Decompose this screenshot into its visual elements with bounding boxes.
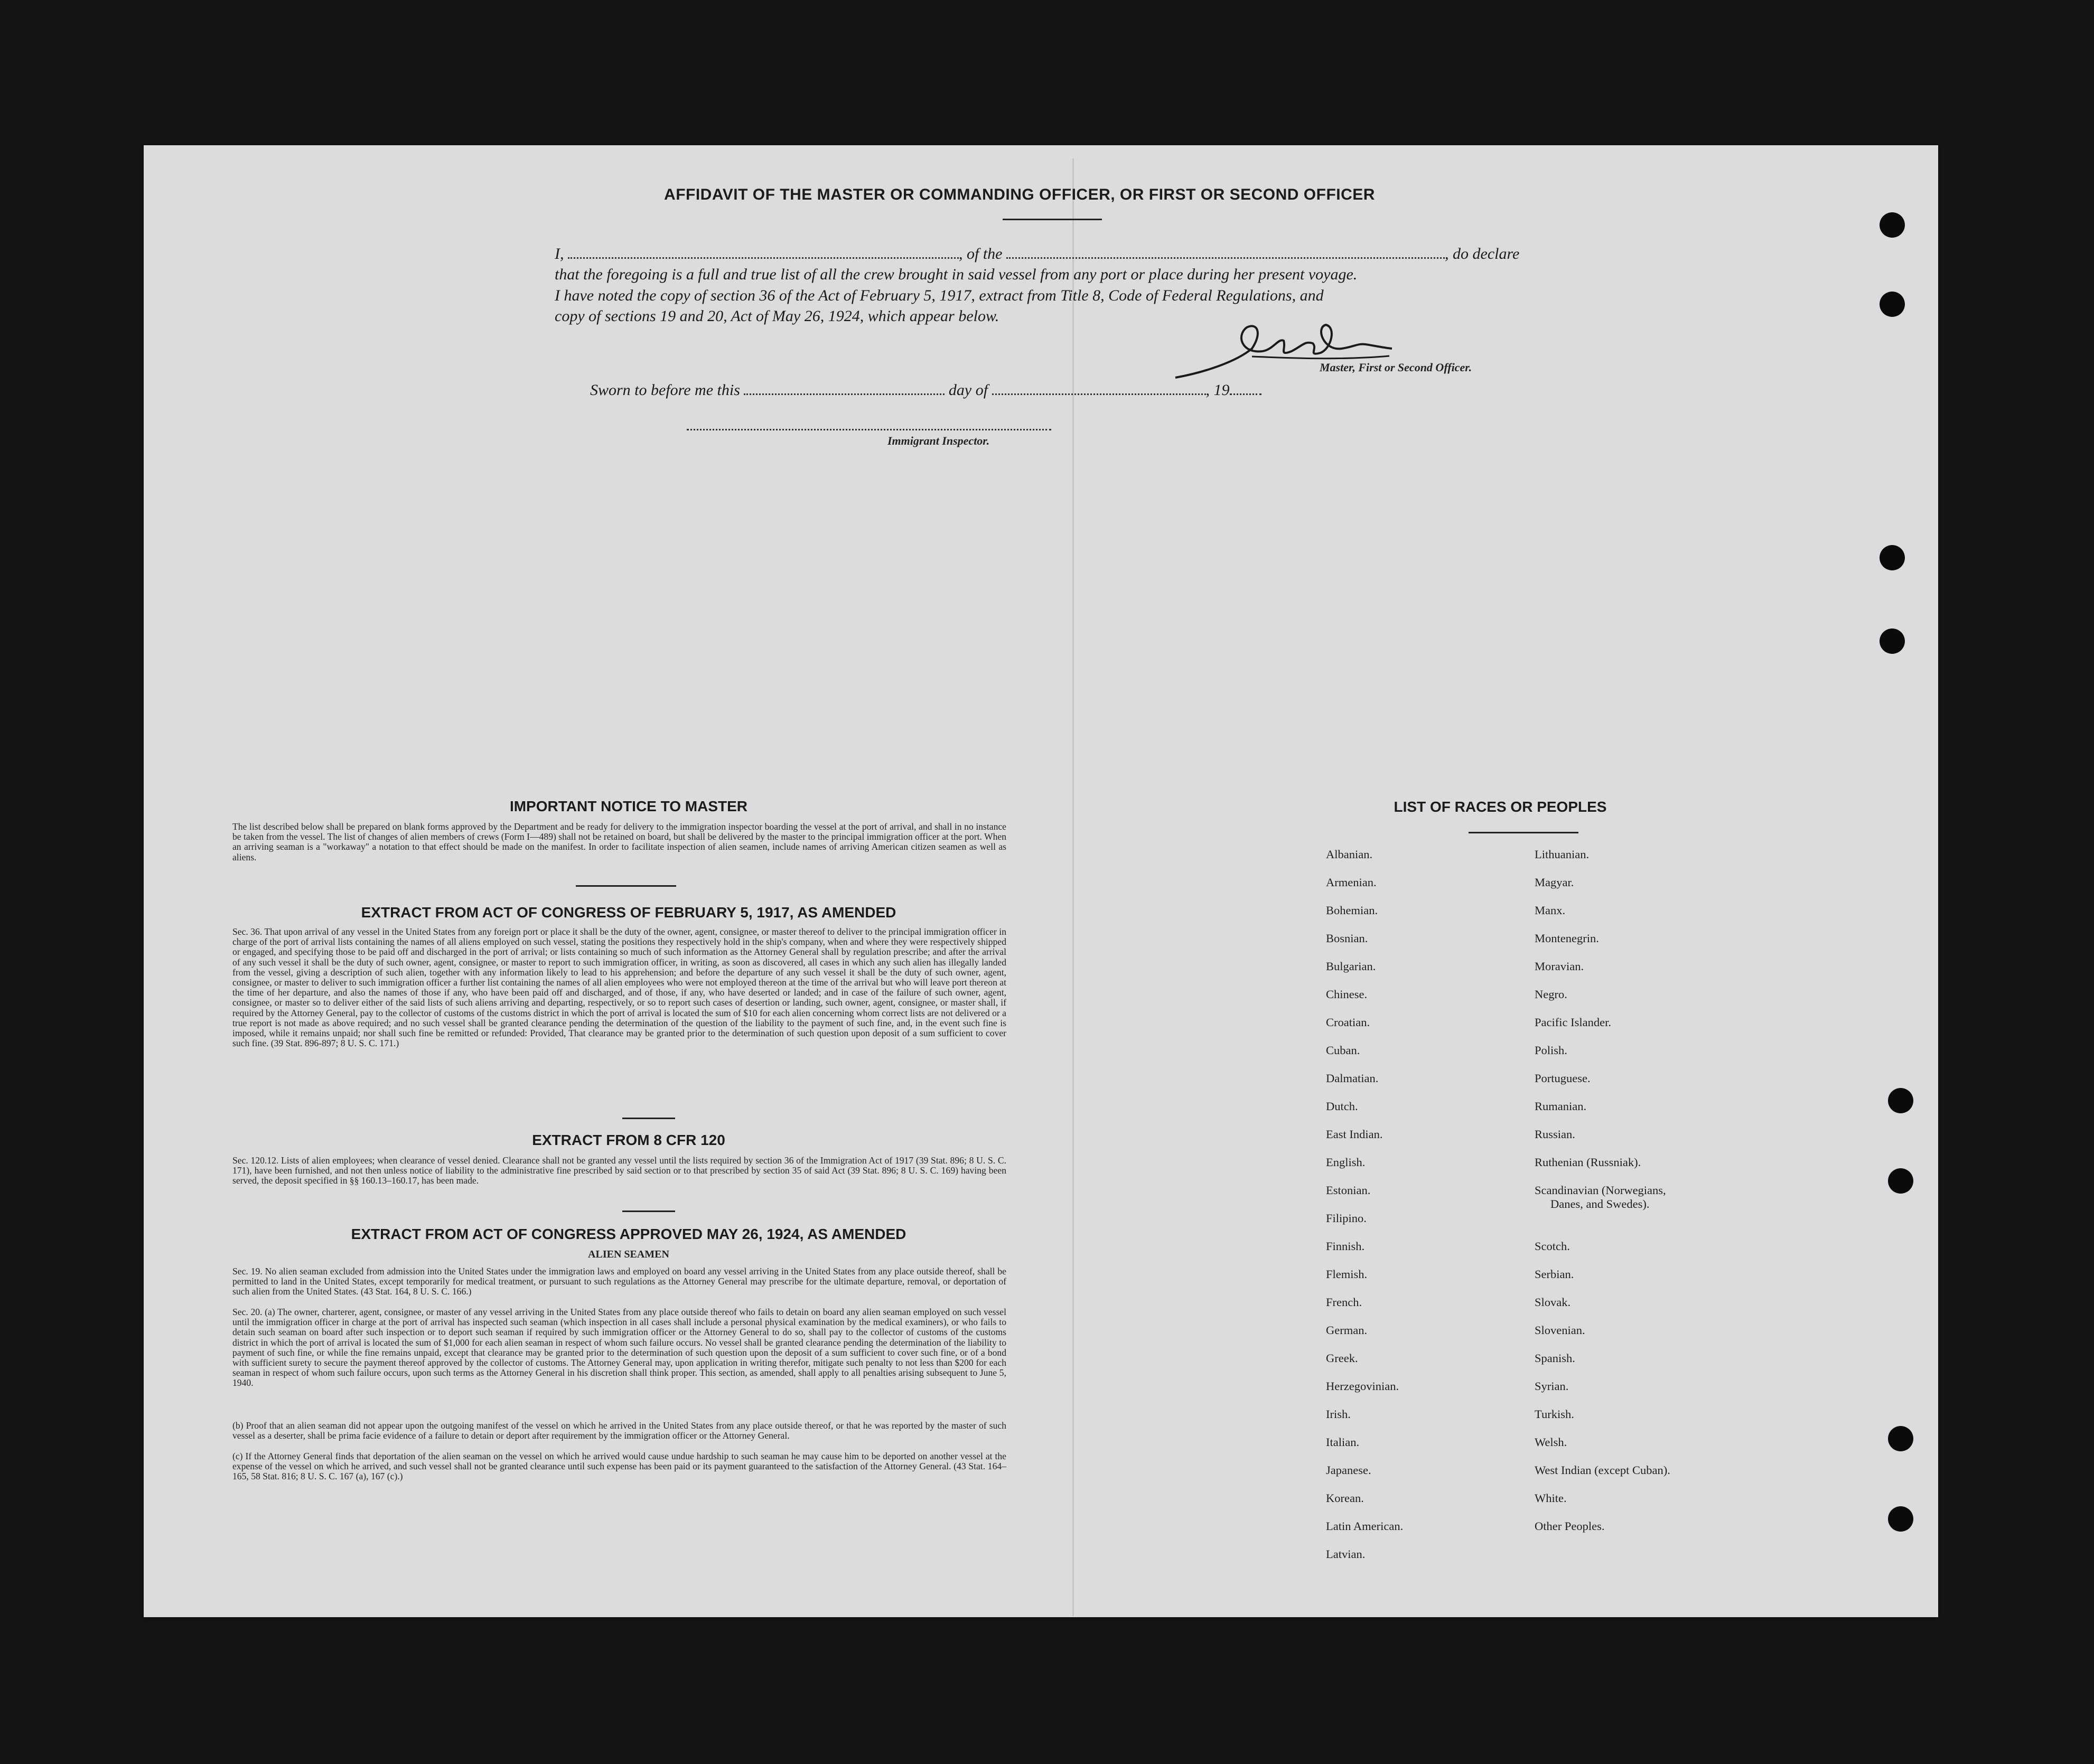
race-item: Latin American. — [1326, 1519, 1404, 1533]
section-rule — [622, 1211, 675, 1212]
race-item: Magyar. — [1535, 876, 1574, 889]
sworn-before-me: Sworn to before me this — [590, 381, 740, 399]
binder-hole — [1880, 212, 1905, 238]
race-item: Turkish. — [1535, 1408, 1574, 1421]
declaration-line-3: I have noted the copy of section 36 of the Act of February 5, 1917, extract from Title 8, Code of Federal Regulations, and — [555, 287, 1324, 304]
race-item: Lithuanian. — [1535, 848, 1590, 861]
race-item: Negro. — [1535, 988, 1567, 1001]
document-page — [144, 145, 1938, 1617]
declaration-line-2: that the foregoing is a full and true list of all the crew brought in said vessel from any port or place during her present voyage. — [555, 266, 1358, 283]
officer-signature — [1173, 312, 1395, 386]
race-item: Portuguese. — [1535, 1072, 1591, 1085]
race-item: Korean. — [1326, 1491, 1364, 1505]
declaration-do-declare: , do declare — [1445, 245, 1520, 262]
binder-hole — [1888, 1168, 1913, 1194]
sworn-line — [590, 381, 1261, 399]
declaration-i: I, — [555, 245, 564, 262]
race-item: Slovak. — [1535, 1296, 1571, 1309]
section-19-text: Sec. 19. No alien seaman excluded from admission into the United States under the immigration laws and employed on board any vessel arriving in the United States from any place outside thereof, shall be permitted to land in the United States, except temporarily for medical treatment, or pursuant to such regulations as the Attorney General may prescribe for the ultimate departure, removal, or deportation of such alien from the United States. (43 Stat. 164, 8 U. S. C. 166.) — [232, 1266, 1006, 1297]
race-item: Welsh. — [1535, 1435, 1567, 1449]
race-item: Irish. — [1326, 1408, 1351, 1421]
binder-hole — [1888, 1426, 1913, 1451]
race-item: Albanian. — [1326, 848, 1373, 861]
race-item: Cuban. — [1326, 1044, 1360, 1057]
declaration-line-1 — [555, 245, 1519, 263]
race-item: Spanish. — [1535, 1352, 1575, 1365]
race-item: Armenian. — [1326, 876, 1377, 889]
binder-hole — [1888, 1506, 1913, 1532]
race-item: Finnish. — [1326, 1240, 1365, 1253]
race-item: Moravian. — [1535, 960, 1584, 973]
races-heading: LIST OF RACES OR PEOPLES — [1394, 799, 1607, 815]
race-item: Greek. — [1326, 1352, 1358, 1365]
extract-cfr-body: Sec. 120.12. Lists of alien employees; when clearance of vessel denied. Clearance shall not be granted any vessel until the lists required by section 36 of the Immigration Act of 1917 (39 Stat. 896; 8 U. S. C. 171), have been furnished, and not then unless notice of liability to the administrative fine prescribed by said section or to that prescribed by section 35 of said Act (39 Stat. 896; 8 U. S. C. 169) having been served, the deposit specified in §§ 160.13–160.17, has been made. — [232, 1155, 1006, 1186]
race-item: Flemish. — [1326, 1268, 1368, 1281]
declaration-of-the: , of the — [959, 245, 1003, 262]
race-item: Ruthenian (Russniak). — [1535, 1156, 1641, 1169]
race-item: Slovenian. — [1535, 1324, 1585, 1337]
heading-rule — [1003, 219, 1102, 220]
section-rule — [576, 885, 676, 887]
inspector-caption: Immigrant Inspector. — [887, 434, 990, 447]
race-item: Montenegrin. — [1535, 932, 1599, 945]
extract-1917-body: Sec. 36. That upon arrival of any vessel in the United States from any foreign port or place it shall be the duty of the owner, agent, consignee, or master thereof to deliver to the principal immigration officer in charge of the port of arrival lists containing the names of all aliens employed on such vessel, stating the positions they respectively hold in the ship's company, when and where they were respectively shipped or engaged, and specifying those to be paid off and discharged in the port of arrival; or lists containing so much of such information as the Attorney General shall by regulation prescribe; and after the arrival of any such vessel it shall be the duty of such owner, agent, consignee, or master to report to such immigration officer, in writing, as soon as discovered, all cases in which any such alien has illegally landed from the vessel, giving a description of such alien, together with any information likely to lead to his apprehension; and before the departure of any such vessel it shall be the duty of such owner, agent, consignee, or master to deliver to such immigration officer a further list containing the names of all alien employees who were not employed thereon at the time of the arrival but who will leave port thereon at the time of her departure, and also the names of those if any, who have been paid off and discharged, and of those, if any, who have deserted or landed; and in case of the failure of such owner, agent, consignee, or master so to deliver either of the said lists of such aliens arriving and departing, respectively, or so to report such cases of desertion or landing, such owner, agent, consignee, or master shall, if required by the Attorney General, pay to the collector of customs of the customs district in which the port of arrival is located the sum of $10 for each alien concerning whom correct lists are not delivered or a true report is not made as above required; and no such vessel shall be granted clearance pending the determination of the question of the liability to the payment of such fine, and, in the event such fine is imposed, while it remains unpaid; nor shall such fine be remitted or refunded: Provided, That clearance may be granted prior to the determination of such question upon deposit of a sum sufficient to cover such fine. (39 Stat. 896-897; 8 U. S. C. 171.) — [232, 926, 1006, 1049]
race-item: Croatian. — [1326, 1016, 1370, 1029]
month-blank — [992, 390, 1206, 395]
race-item: Serbian. — [1535, 1268, 1574, 1281]
page-fold — [1072, 158, 1074, 1616]
race-item: Dalmatian. — [1326, 1072, 1379, 1085]
race-item: Manx. — [1535, 904, 1566, 917]
extract-1917-heading: EXTRACT FROM ACT OF CONGRESS OF FEBRUARY 5, 1917, AS AMENDED — [361, 904, 896, 921]
section-20b-text: (b) Proof that an alien seaman did not appear upon the outgoing manifest of the vessel on which he arrived in the United States from any place outside thereof, or that he was reported by the master of such vessel as a deserter, shall be prima facie evidence of a failure to detain or deport after requirement by the immigration officer or the Attorney General. — [232, 1420, 1006, 1441]
section-20a-text: Sec. 20. (a) The owner, charterer, agent, consignee, or master of any vessel arriving in the United States from any place outside thereof who fails to detain on board any alien seaman employed on such vessel until the immigration officer in charge at the port of arrival has inspected such seaman (which inspection in all cases shall include a personal physical examination by the medical examiners), or who fails to detain such seaman on board after such inspection or to deport such seaman if required by such immigration officer or the Attorney General to do so, shall pay to the collector of customs of the customs district in which the port of arrival is located the sum of $1,000 for each alien seaman in respect of whom such failure occurs. No vessel shall be granted clearance pending the determination of the liability to payment of such fine, or while the fine remains unpaid, except that clearance may be granted prior to the determination of such question upon the deposit of a sum sufficient to cover such fine, or of a bond with sufficient surety to secure the payment thereof approved by the collector of customs. The Attorney General may, upon application in writing therefor, mitigate such penalty to not less than $200 for each seaman in respect of whom such failure occurs, upon such terms as the Attorney General in his discretion shall think proper. This section, as amended, shall apply to all penalties arising subsequent to June 5, 1940. — [232, 1307, 1006, 1388]
race-item: Estonian. — [1326, 1184, 1371, 1197]
race-item: Russian. — [1535, 1128, 1575, 1141]
year-blank — [1230, 390, 1261, 395]
vessel-blank — [1006, 254, 1445, 259]
race-item: Scandinavian (Norwegians, — [1535, 1184, 1666, 1197]
race-item: Bohemian. — [1326, 904, 1378, 917]
name-blank — [568, 254, 959, 259]
races-heading-rule — [1469, 832, 1578, 833]
race-item: West Indian (except Cuban). — [1535, 1463, 1670, 1477]
binder-hole — [1880, 545, 1905, 570]
race-item: German. — [1326, 1324, 1368, 1337]
race-item: Filipino. — [1326, 1212, 1367, 1225]
race-item: Scotch. — [1535, 1240, 1570, 1253]
race-item: English. — [1326, 1156, 1366, 1169]
notice-heading: IMPORTANT NOTICE TO MASTER — [509, 798, 748, 814]
binder-hole — [1888, 1088, 1913, 1113]
race-item-continuation: Danes, and Swedes). — [1550, 1197, 1650, 1211]
race-item: Latvian. — [1326, 1547, 1366, 1561]
affidavit-heading: AFFIDAVIT OF THE MASTER OR COMMANDING OFFICER, OR FIRST OR SECOND OFFICER — [664, 186, 1375, 203]
race-item: East Indian. — [1326, 1128, 1383, 1141]
race-item: Polish. — [1535, 1044, 1567, 1057]
race-item: Syrian. — [1535, 1380, 1569, 1393]
race-item: Pacific Islander. — [1535, 1016, 1611, 1029]
notice-body: The list described below shall be prepared on blank forms approved by the Department and be ready for delivery to the immigration inspector boarding the vessel at the port of arrival, and shall in no instance be taken from the vessel. The list of changes of alien members of crews (Form I—489) shall not be retained on board, but shall be delivered by the master to the principal immigration officer at the port. When an arriving seaman is a "workaway" a notation to that effect should be made on the manifest. In order to facilitate inspection of alien seamen, include names of arriving American citizen seamen as well as aliens. — [232, 821, 1006, 862]
signature-caption: Master, First or Second Officer. — [1320, 361, 1472, 374]
race-item: Rumanian. — [1535, 1100, 1587, 1113]
section-20c-text: (c) If the Attorney General finds that deportation of the alien seaman on the vessel on which he arrived would cause undue hardship to such seaman he may cause him to be deported on another vessel at the expense of the vessel on which he arrived, and such vessel shall not be granted clearance until such expense has been paid or its payment guaranteed to the satisfaction of the Attorney General. (43 Stat. 164–165, 58 Stat. 816; 8 U. S. C. 167 (a), 167 (c).) — [232, 1451, 1006, 1482]
race-item: Herzegovinian. — [1326, 1380, 1399, 1393]
race-item: Italian. — [1326, 1435, 1360, 1449]
alien-seamen-subheading: ALIEN SEAMEN — [588, 1249, 669, 1260]
race-item: Dutch. — [1326, 1100, 1358, 1113]
declaration-line-4: copy of sections 19 and 20, Act of May 26, 1924, which appear below. — [555, 307, 999, 325]
race-item: Bulgarian. — [1326, 960, 1376, 973]
race-item: French. — [1326, 1296, 1362, 1309]
binder-hole — [1880, 628, 1905, 654]
day-blank — [744, 390, 945, 395]
extract-1924-heading: EXTRACT FROM ACT OF CONGRESS APPROVED MAY 26, 1924, AS AMENDED — [351, 1226, 906, 1242]
race-item: White. — [1535, 1491, 1567, 1505]
race-item: Japanese. — [1326, 1463, 1371, 1477]
sworn-year: , 19 — [1205, 381, 1230, 399]
race-item: Chinese. — [1326, 988, 1368, 1001]
binder-hole — [1880, 292, 1905, 317]
race-item: Bosnian. — [1326, 932, 1368, 945]
extract-cfr-heading: EXTRACT FROM 8 CFR 120 — [532, 1132, 725, 1148]
sworn-day-of: day of — [948, 381, 988, 399]
section-rule — [622, 1118, 675, 1119]
race-item: Other Peoples. — [1535, 1519, 1605, 1533]
inspector-signature-line — [687, 429, 1051, 430]
